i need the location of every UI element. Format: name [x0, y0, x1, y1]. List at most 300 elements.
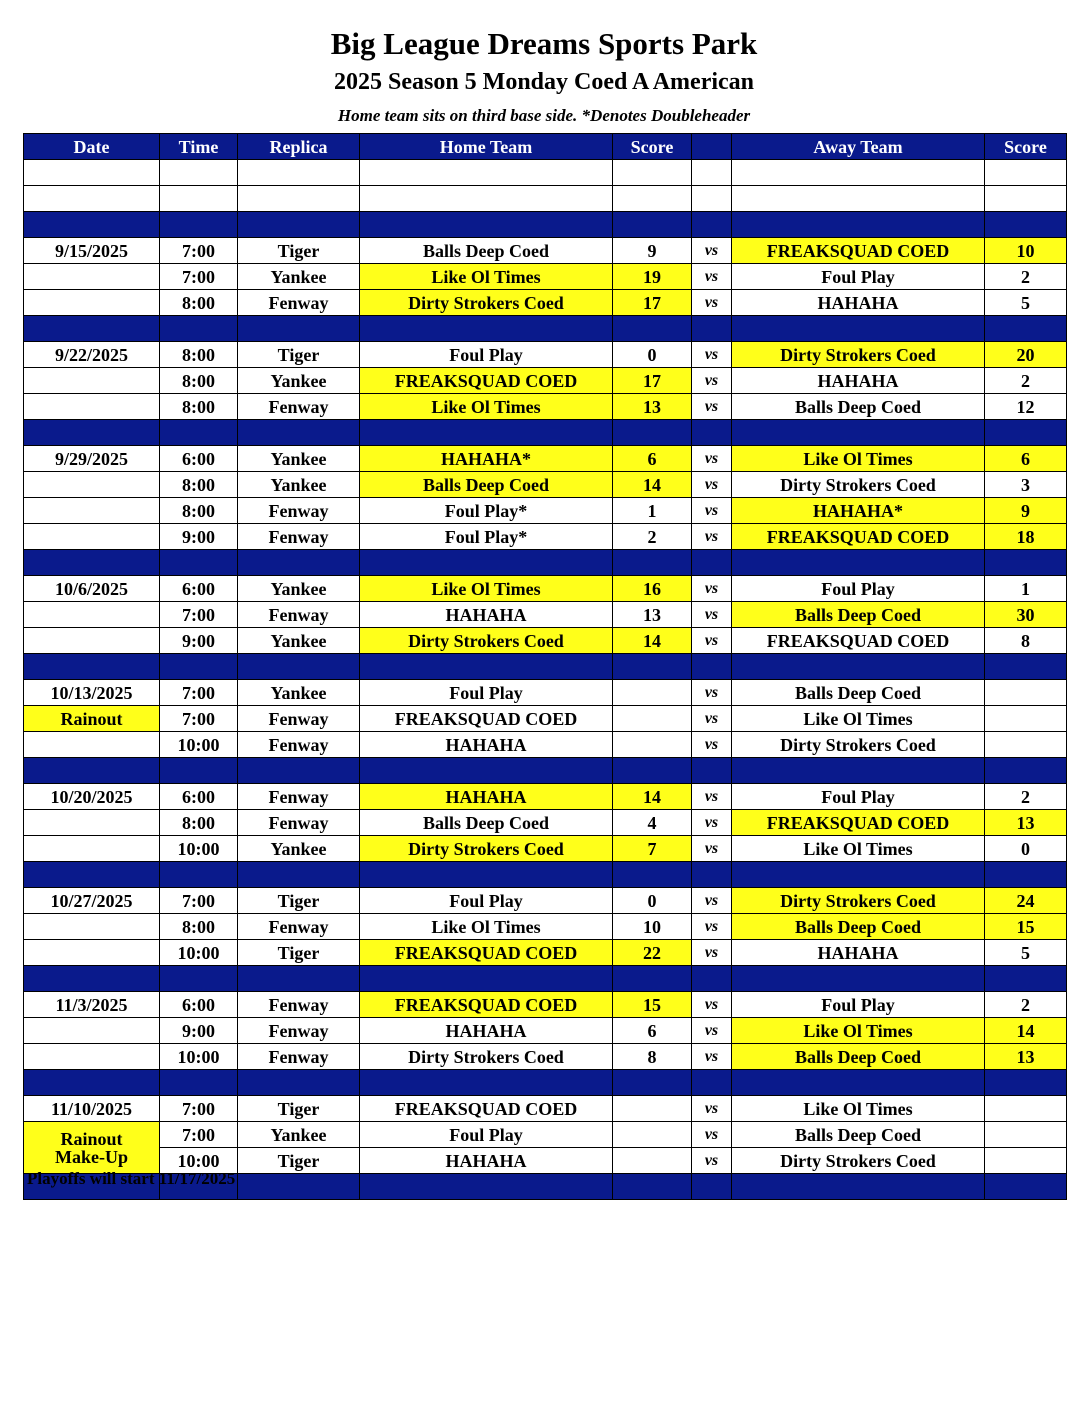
- empty-cell: [360, 212, 613, 238]
- away-score-cell: 13: [985, 810, 1067, 836]
- away-team-cell: Balls Deep Coed: [732, 602, 985, 628]
- home-score-cell: 16: [613, 576, 692, 602]
- empty-cell: [985, 550, 1067, 576]
- home-score-cell: 17: [613, 368, 692, 394]
- empty-cell: [613, 1174, 692, 1200]
- time-cell: 10:00: [160, 836, 238, 862]
- vs-cell: vs: [692, 498, 732, 524]
- empty-cell: [360, 550, 613, 576]
- empty-cell: [985, 862, 1067, 888]
- empty-cell: [360, 420, 613, 446]
- replica-cell: Tiger: [238, 940, 360, 966]
- vs-cell: vs: [692, 576, 732, 602]
- home-score-cell: [613, 1148, 692, 1174]
- home-score-cell: [613, 732, 692, 758]
- empty-cell: [360, 316, 613, 342]
- home-team-cell: Dirty Strokers Coed: [360, 290, 613, 316]
- game-row: [24, 238, 1067, 264]
- home-score-cell: 14: [613, 628, 692, 654]
- game-row: [24, 264, 1067, 290]
- date-cell: 10/13/2025: [24, 680, 160, 706]
- vs-cell: vs: [692, 290, 732, 316]
- page-subtitle: 2025 Season 5 Monday Coed A American: [333, 69, 755, 95]
- away-score-cell: 6: [985, 446, 1067, 472]
- away-score-cell: [985, 1122, 1067, 1148]
- home-team-cell: HAHAHA*: [360, 446, 613, 472]
- away-score-cell: 20: [985, 342, 1067, 368]
- empty-cell: [360, 160, 613, 186]
- away-score-cell: 2: [985, 992, 1067, 1018]
- home-team-cell: Dirty Strokers Coed: [360, 1044, 613, 1070]
- replica-cell: Yankee: [238, 576, 360, 602]
- time-cell: 8:00: [160, 810, 238, 836]
- away-team-cell: Like Ol Times: [732, 1096, 985, 1122]
- empty-cell: [985, 654, 1067, 680]
- separator-row: [24, 550, 1067, 576]
- replica-cell: Yankee: [238, 680, 360, 706]
- away-score-cell: 0: [985, 836, 1067, 862]
- header-row: [24, 134, 1067, 160]
- home-team-cell: Foul Play: [360, 680, 613, 706]
- away-score-cell: 10: [985, 238, 1067, 264]
- home-team-cell: Like Ol Times: [360, 576, 613, 602]
- date-cell: 10/20/2025: [24, 784, 160, 810]
- away-team-cell: HAHAHA: [732, 290, 985, 316]
- empty-cell: [613, 1070, 692, 1096]
- time-cell: 9:00: [160, 524, 238, 550]
- vs-cell: vs: [692, 836, 732, 862]
- empty-cell: [613, 862, 692, 888]
- empty-cell: [160, 212, 238, 238]
- empty-cell: [613, 160, 692, 186]
- home-score-cell: 2: [613, 524, 692, 550]
- away-score-cell: 24: [985, 888, 1067, 914]
- home-team-cell: HAHAHA: [360, 784, 613, 810]
- home-score-cell: 13: [613, 394, 692, 420]
- empty-cell: [160, 1070, 238, 1096]
- col-header-away-score: Score: [985, 134, 1067, 160]
- home-score-cell: 14: [613, 472, 692, 498]
- away-team-cell: Foul Play: [732, 992, 985, 1018]
- col-header-replica: Replica: [238, 134, 360, 160]
- time-cell: 6:00: [160, 992, 238, 1018]
- home-score-cell: 1: [613, 498, 692, 524]
- game-row: [24, 472, 1067, 498]
- empty-cell: [24, 186, 160, 212]
- vs-cell: vs: [692, 524, 732, 550]
- empty-cell: [985, 1174, 1067, 1200]
- home-team-cell: Dirty Strokers Coed: [360, 628, 613, 654]
- date-cell: [24, 524, 160, 550]
- col-header-vs: [692, 134, 732, 160]
- empty-cell: [732, 966, 985, 992]
- away-team-cell: Balls Deep Coed: [732, 1044, 985, 1070]
- away-score-cell: 5: [985, 290, 1067, 316]
- game-row: [24, 1044, 1067, 1070]
- away-team-cell: Dirty Strokers Coed: [732, 1148, 985, 1174]
- replica-cell: Yankee: [238, 472, 360, 498]
- empty-cell: [360, 654, 613, 680]
- empty-cell: [732, 758, 985, 784]
- date-cell: [24, 1018, 160, 1044]
- away-score-cell: 30: [985, 602, 1067, 628]
- game-row: [24, 706, 1067, 732]
- empty-cell: [24, 420, 160, 446]
- empty-cell: [985, 212, 1067, 238]
- empty-cell: [732, 212, 985, 238]
- home-score-cell: [613, 706, 692, 732]
- vs-cell: vs: [692, 472, 732, 498]
- away-score-cell: 9: [985, 498, 1067, 524]
- vs-cell: vs: [692, 368, 732, 394]
- time-cell: 8:00: [160, 290, 238, 316]
- separator-row: [24, 316, 1067, 342]
- time-cell: 8:00: [160, 394, 238, 420]
- empty-cell: [985, 420, 1067, 446]
- time-cell: 8:00: [160, 472, 238, 498]
- empty-cell: [692, 654, 732, 680]
- replica-cell: Tiger: [238, 342, 360, 368]
- away-score-cell: [985, 732, 1067, 758]
- schedule-body: [24, 160, 1067, 1200]
- away-score-cell: 13: [985, 1044, 1067, 1070]
- empty-cell: [24, 654, 160, 680]
- away-team-cell: Like Ol Times: [732, 446, 985, 472]
- empty-cell: [360, 966, 613, 992]
- vs-cell: vs: [692, 342, 732, 368]
- game-row: [24, 1122, 1067, 1148]
- empty-cell: [24, 550, 160, 576]
- away-score-cell: [985, 1148, 1067, 1174]
- replica-cell: Fenway: [238, 914, 360, 940]
- empty-cell: [238, 758, 360, 784]
- away-team-cell: HAHAHA: [732, 940, 985, 966]
- home-score-cell: 4: [613, 810, 692, 836]
- empty-cell: [160, 316, 238, 342]
- date-cell: [24, 394, 160, 420]
- home-team-cell: Balls Deep Coed: [360, 810, 613, 836]
- date-cell: Rainout: [24, 706, 160, 732]
- away-team-cell: Balls Deep Coed: [732, 1122, 985, 1148]
- home-score-cell: [613, 1096, 692, 1122]
- replica-cell: Fenway: [238, 524, 360, 550]
- col-header-away-team: Away Team: [732, 134, 985, 160]
- game-row: [24, 1096, 1067, 1122]
- date-cell: [24, 368, 160, 394]
- vs-cell: vs: [692, 706, 732, 732]
- empty-cell: [613, 316, 692, 342]
- replica-cell: Fenway: [238, 394, 360, 420]
- vs-cell: vs: [692, 992, 732, 1018]
- home-team-cell: Balls Deep Coed: [360, 472, 613, 498]
- home-team-cell: Foul Play: [360, 342, 613, 368]
- empty-cell: [692, 420, 732, 446]
- replica-cell: Fenway: [238, 1018, 360, 1044]
- time-cell: 7:00: [160, 888, 238, 914]
- empty-cell: [985, 160, 1067, 186]
- away-team-cell: FREAKSQUAD COED: [732, 524, 985, 550]
- home-score-cell: [613, 680, 692, 706]
- replica-cell: Fenway: [238, 290, 360, 316]
- home-score-cell: 7: [613, 836, 692, 862]
- empty-cell: [24, 862, 160, 888]
- empty-cell: [985, 316, 1067, 342]
- away-score-cell: [985, 680, 1067, 706]
- away-team-cell: HAHAHA*: [732, 498, 985, 524]
- game-row: [24, 290, 1067, 316]
- replica-cell: Fenway: [238, 732, 360, 758]
- playoffs-note: Playoffs will start 11/17/2025: [27, 1169, 236, 1188]
- empty-cell: [985, 186, 1067, 212]
- empty-cell: [732, 654, 985, 680]
- replica-cell: Tiger: [238, 238, 360, 264]
- date-cell: 11/3/2025: [24, 992, 160, 1018]
- home-score-cell: 13: [613, 602, 692, 628]
- empty-cell: [24, 966, 160, 992]
- home-score-cell: 6: [613, 1018, 692, 1044]
- empty-cell: [732, 1070, 985, 1096]
- game-row: [24, 810, 1067, 836]
- empty-cell: [613, 654, 692, 680]
- away-score-cell: 1: [985, 576, 1067, 602]
- vs-cell: vs: [692, 264, 732, 290]
- time-cell: 6:00: [160, 576, 238, 602]
- away-team-cell: Balls Deep Coed: [732, 914, 985, 940]
- separator-row: [24, 758, 1067, 784]
- replica-cell: Yankee: [238, 1122, 360, 1148]
- empty-cell: [692, 212, 732, 238]
- away-team-cell: Foul Play: [732, 576, 985, 602]
- home-score-cell: [613, 1122, 692, 1148]
- away-team-cell: Foul Play: [732, 784, 985, 810]
- empty-cell: [238, 1174, 360, 1200]
- empty-cell: [24, 160, 160, 186]
- replica-cell: Fenway: [238, 1044, 360, 1070]
- time-cell: 10:00: [160, 1044, 238, 1070]
- replica-cell: Fenway: [238, 784, 360, 810]
- empty-cell: [613, 420, 692, 446]
- game-row: [24, 784, 1067, 810]
- vs-cell: vs: [692, 1122, 732, 1148]
- empty-cell: [692, 862, 732, 888]
- replica-cell: Tiger: [238, 888, 360, 914]
- home-team-cell: FREAKSQUAD COED: [360, 940, 613, 966]
- time-cell: 8:00: [160, 498, 238, 524]
- replica-cell: Yankee: [238, 836, 360, 862]
- page-title: Big League Dreams Sports Park: [330, 26, 758, 61]
- empty-cell: [160, 160, 238, 186]
- game-row: [24, 498, 1067, 524]
- game-row: [24, 602, 1067, 628]
- vs-cell: vs: [692, 680, 732, 706]
- away-team-cell: Dirty Strokers Coed: [732, 342, 985, 368]
- home-team-cell: FREAKSQUAD COED: [360, 368, 613, 394]
- empty-cell: [24, 212, 160, 238]
- game-row: [24, 576, 1067, 602]
- schedule-note: Home team sits on third base side. *Denotes Doubleheader: [337, 106, 751, 125]
- time-cell: 10:00: [160, 732, 238, 758]
- home-team-cell: Foul Play: [360, 888, 613, 914]
- empty-cell: [732, 186, 985, 212]
- home-team-cell: HAHAHA: [360, 1148, 613, 1174]
- replica-cell: Yankee: [238, 368, 360, 394]
- vs-cell: vs: [692, 238, 732, 264]
- time-cell: 7:00: [160, 602, 238, 628]
- empty-cell: [985, 966, 1067, 992]
- home-team-cell: FREAKSQUAD COED: [360, 706, 613, 732]
- away-score-cell: 2: [985, 264, 1067, 290]
- time-cell: 6:00: [160, 446, 238, 472]
- game-row: [24, 836, 1067, 862]
- home-team-cell: Balls Deep Coed: [360, 238, 613, 264]
- away-score-cell: 5: [985, 940, 1067, 966]
- empty-cell: [360, 862, 613, 888]
- empty-cell: [692, 1070, 732, 1096]
- game-row: [24, 368, 1067, 394]
- empty-cell: [24, 1070, 160, 1096]
- date-cell: [24, 1044, 160, 1070]
- blank-row: [24, 160, 1067, 186]
- separator-row: [24, 966, 1067, 992]
- away-score-cell: 8: [985, 628, 1067, 654]
- away-team-cell: Like Ol Times: [732, 836, 985, 862]
- home-score-cell: 0: [613, 342, 692, 368]
- away-score-cell: 3: [985, 472, 1067, 498]
- time-cell: 8:00: [160, 342, 238, 368]
- empty-cell: [24, 758, 160, 784]
- vs-cell: vs: [692, 1096, 732, 1122]
- home-team-cell: Foul Play*: [360, 498, 613, 524]
- schedule-table: [23, 133, 1067, 1200]
- date-cell: [24, 628, 160, 654]
- vs-cell: vs: [692, 394, 732, 420]
- empty-cell: [985, 758, 1067, 784]
- away-score-cell: 14: [985, 1018, 1067, 1044]
- home-score-cell: 17: [613, 290, 692, 316]
- empty-cell: [692, 160, 732, 186]
- time-cell: 7:00: [160, 680, 238, 706]
- empty-cell: [692, 966, 732, 992]
- replica-cell: Tiger: [238, 1096, 360, 1122]
- away-team-cell: Balls Deep Coed: [732, 394, 985, 420]
- replica-cell: Yankee: [238, 264, 360, 290]
- empty-cell: [238, 316, 360, 342]
- separator-row: [24, 862, 1067, 888]
- empty-cell: [613, 212, 692, 238]
- replica-cell: Tiger: [238, 1148, 360, 1174]
- away-team-cell: HAHAHA: [732, 368, 985, 394]
- col-header-date: Date: [24, 134, 160, 160]
- game-row: [24, 394, 1067, 420]
- away-team-cell: Dirty Strokers Coed: [732, 732, 985, 758]
- time-cell: 9:00: [160, 628, 238, 654]
- empty-cell: [238, 212, 360, 238]
- home-team-cell: HAHAHA: [360, 1018, 613, 1044]
- empty-cell: [692, 758, 732, 784]
- home-team-cell: Like Ol Times: [360, 394, 613, 420]
- empty-cell: [238, 160, 360, 186]
- date-cell: Rainout Make-Up: [24, 1122, 160, 1174]
- replica-cell: Fenway: [238, 810, 360, 836]
- empty-cell: [360, 186, 613, 212]
- time-cell: 10:00: [160, 940, 238, 966]
- game-row: [24, 342, 1067, 368]
- home-team-cell: FREAKSQUAD COED: [360, 1096, 613, 1122]
- empty-cell: [692, 316, 732, 342]
- vs-cell: vs: [692, 810, 732, 836]
- empty-cell: [160, 758, 238, 784]
- replica-cell: Fenway: [238, 498, 360, 524]
- game-row: [24, 1018, 1067, 1044]
- vs-cell: vs: [692, 628, 732, 654]
- home-score-cell: 19: [613, 264, 692, 290]
- time-cell: 8:00: [160, 368, 238, 394]
- date-cell: [24, 602, 160, 628]
- time-cell: 7:00: [160, 1096, 238, 1122]
- time-cell: 9:00: [160, 1018, 238, 1044]
- separator-row: [24, 654, 1067, 680]
- game-row: [24, 446, 1067, 472]
- empty-cell: [160, 186, 238, 212]
- home-score-cell: 14: [613, 784, 692, 810]
- col-header-home-score: Score: [613, 134, 692, 160]
- away-team-cell: FREAKSQUAD COED: [732, 628, 985, 654]
- away-team-cell: Foul Play: [732, 264, 985, 290]
- vs-cell: vs: [692, 888, 732, 914]
- home-score-cell: 15: [613, 992, 692, 1018]
- home-team-cell: Like Ol Times: [360, 914, 613, 940]
- away-team-cell: Like Ol Times: [732, 1018, 985, 1044]
- empty-cell: [360, 758, 613, 784]
- empty-cell: [692, 550, 732, 576]
- home-score-cell: 10: [613, 914, 692, 940]
- vs-cell: vs: [692, 1148, 732, 1174]
- time-cell: 7:00: [160, 264, 238, 290]
- away-team-cell: FREAKSQUAD COED: [732, 810, 985, 836]
- empty-cell: [160, 420, 238, 446]
- home-team-cell: Foul Play*: [360, 524, 613, 550]
- time-cell: 7:00: [160, 706, 238, 732]
- separator-row: [24, 212, 1067, 238]
- col-header-time: Time: [160, 134, 238, 160]
- home-score-cell: 6: [613, 446, 692, 472]
- away-score-cell: 2: [985, 368, 1067, 394]
- empty-cell: [238, 862, 360, 888]
- date-cell: [24, 940, 160, 966]
- date-cell: [24, 914, 160, 940]
- game-row: [24, 524, 1067, 550]
- empty-cell: [238, 420, 360, 446]
- home-team-cell: Dirty Strokers Coed: [360, 836, 613, 862]
- time-cell: 8:00: [160, 914, 238, 940]
- empty-cell: [360, 1174, 613, 1200]
- empty-cell: [732, 160, 985, 186]
- home-score-cell: 22: [613, 940, 692, 966]
- blank-row: [24, 186, 1067, 212]
- time-cell: 10:00: [160, 1148, 238, 1174]
- time-cell: 7:00: [160, 1122, 238, 1148]
- away-team-cell: Dirty Strokers Coed: [732, 888, 985, 914]
- away-score-cell: [985, 1096, 1067, 1122]
- game-row: [24, 914, 1067, 940]
- separator-row: [24, 420, 1067, 446]
- date-cell: 11/10/2025: [24, 1096, 160, 1122]
- away-score-cell: 15: [985, 914, 1067, 940]
- date-cell: 9/29/2025: [24, 446, 160, 472]
- date-cell: 10/6/2025: [24, 576, 160, 602]
- empty-cell: [732, 550, 985, 576]
- empty-cell: [238, 1070, 360, 1096]
